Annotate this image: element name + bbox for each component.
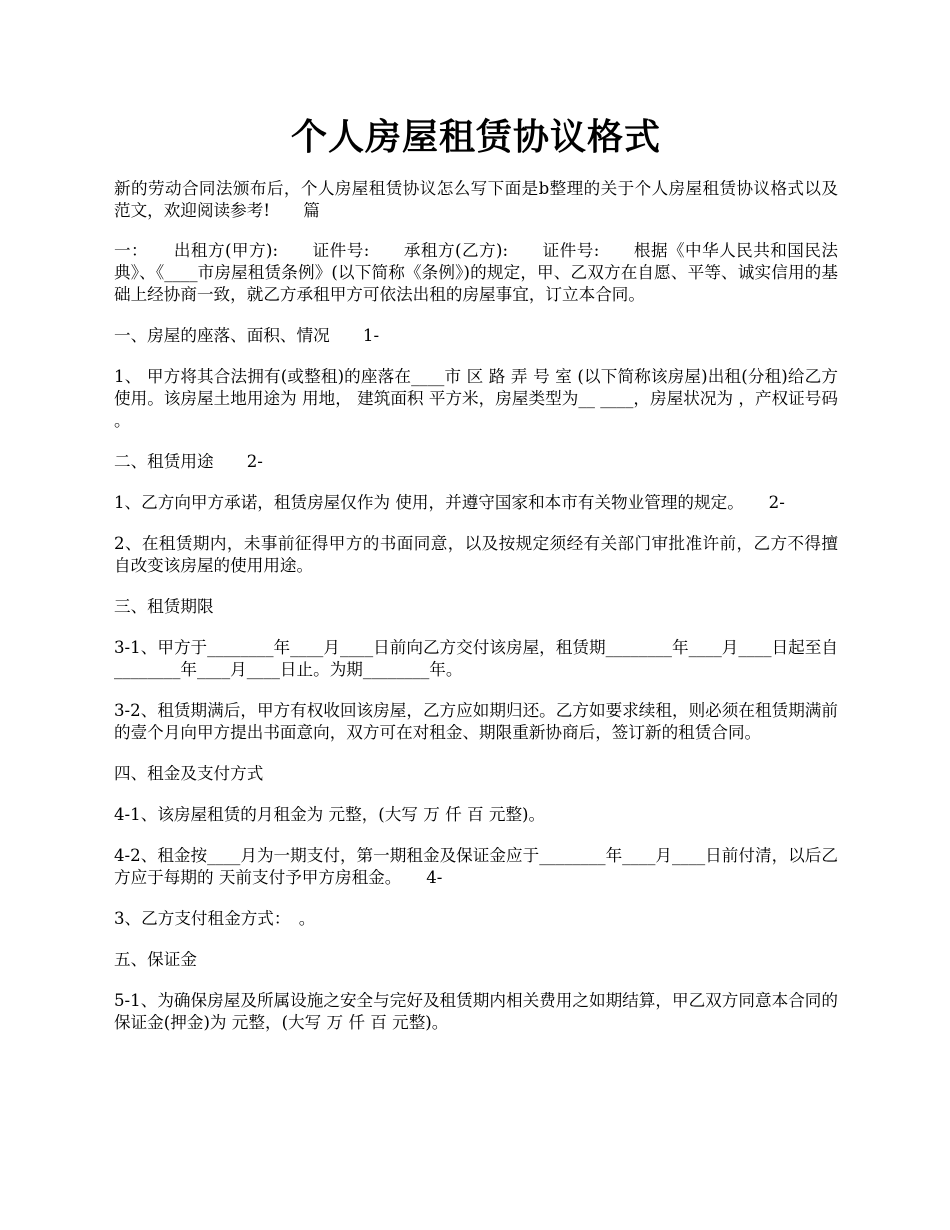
section-heading-premises: 一、房屋的座落、面积、情况 1-	[114, 326, 380, 345]
section-heading-purpose: 二、租赁用途 2-	[114, 452, 263, 471]
clause-rent-payment-method: 3、乙方支付租金方式： 。	[114, 909, 316, 928]
clause-term-3-2: 3-2、租赁期满后，甲方有权收回该房屋，乙方应如期归还。乙方如要求续租，则必须在租赁期满前的壹个月向甲方提出书面意向，双方可在对租金、期限重新协商后，签订新的租赁合同。	[114, 701, 838, 742]
section-heading-rent: 四、租金及支付方式	[114, 764, 264, 783]
clause-premises-details: 1、 甲方将其合法拥有(或整租)的座落在____市 区 路 弄 号 室 (以下简称该房屋)出租(分租)给乙方使用。该房屋土地用途为 用地， 建筑面积 平方米，房屋类型为__ ____，房屋状况为 ，产权证号码 。	[114, 367, 838, 430]
clause-deposit-5-1: 5-1、为确保房屋及所属设施之安全与完好及租赁期内相关费用之如期结算，甲乙双方同意本合同的保证金(押金)为 元整，(大写 万 仟 百 元整)。	[114, 991, 838, 1032]
section-heading-term: 三、租赁期限	[114, 597, 214, 616]
document-title: 个人房屋租赁协议格式	[290, 116, 661, 158]
section-heading-deposit: 五、保证金	[114, 950, 197, 969]
parties-paragraph: 一： 出租方(甲方): 证件号: 承租方(乙方): 证件号: 根据《中华人民共和国民法典》、《____市房屋租赁条例》(以下简称《条例》)的规定，甲、乙双方在自愿、平等、诚实信用的基础上经协商一致，就乙方承租甲方可依法出租的房屋事宜，订立本合同。	[114, 241, 838, 304]
clause-purpose-2: 2、在租赁期内，未事前征得甲方的书面同意，以及按规定须经有关部门审批准许前，乙方不得擅自改变该房屋的使用用途。	[114, 534, 838, 575]
clause-term-3-1: 3-1、甲方于________年____月____日前向乙方交付该房屋，租赁期________年____月____日起至自________年____月____日止。为期________年。	[114, 638, 838, 679]
intro-paragraph: 新的劳动合同法颁布后，个人房屋租赁协议怎么写下面是b整理的关于个人房屋租赁协议格式以及范文，欢迎阅读参考! 篇	[114, 179, 838, 220]
clause-rent-4-2: 4-2、租金按____月为一期支付，第一期租金及保证金应于________年____月____日前付清，以后乙方应于每期的 天前支付予甲方房租金。 4-	[114, 846, 838, 887]
clause-purpose-1: 1、乙方向甲方承诺，租赁房屋仅作为 使用，并遵守国家和本市有关物业管理的规定。 2-	[114, 493, 785, 512]
clause-rent-4-1: 4-1、该房屋租赁的月租金为 元整，(大写 万 仟 百 元整)。	[114, 805, 546, 824]
document-page	[114, 0, 838, 1034]
